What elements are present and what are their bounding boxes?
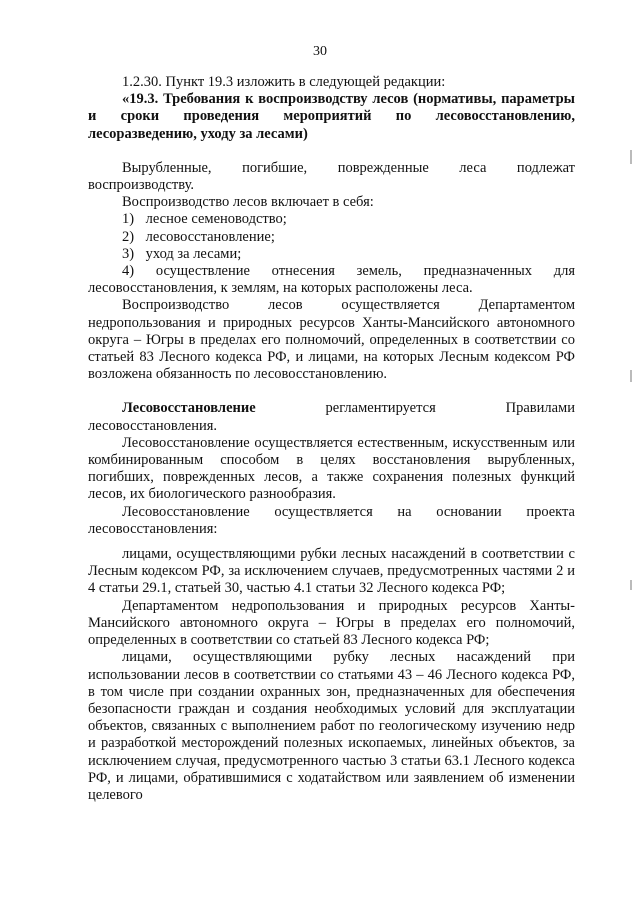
amendment-intro: 1.2.30. Пункт 19.3 изложить в следующей редакции: — [122, 74, 446, 90]
list-item — [88, 246, 575, 263]
list-text: лесное семеноводство; — [145, 211, 287, 228]
list-item — [88, 263, 575, 297]
scan-artifact — [630, 150, 632, 164]
scan-artifact — [630, 580, 632, 590]
paragraph-reproduction-duty: Вырубленные, погибшие, поврежденные леса подлежат воспроизводству. — [88, 159, 575, 194]
section-title: Требования к воспроизводству лесов (нормативы, параметры и сроки проведения мероприятий по лесовосстановлению, лесоразведению, уходу за лесами) — [88, 91, 575, 142]
paragraph-land-use-persons: лицами, осуществляющими рубку лесных насаждений при использовании лесов в соответствии со статьями 43 – 46 Лесного кодекса РФ, в том числе при создании охранных зон, предназначенных для обеспечения безопасности граждан и создания необходимых условий для эксплуатации объектов, связанных с выполнением работ по геологическому изучению недр и разработкой месторождений полезных ископаемых, линейных объектов, за исключением случая, предусмотренного частью 3 статьи 63.1 Лесного кодекса РФ, и лицами, обратившимися с ходатайством или заявлением об изменении целевого — [88, 649, 575, 803]
term-reforestation: Лесовосстановление — [122, 400, 256, 417]
document-body — [88, 74, 575, 804]
list-text: осуществление отнесения земель, предназначенных для лесовосстановления, к землям, на которых расположены леса. — [88, 263, 575, 297]
section-heading — [88, 91, 575, 143]
paragraph-logging-persons: лицами, осуществляющими рубки лесных насаждений в соответствии с Лесным кодексом РФ, за исключением случаев, предусмотренных частями 2 и 4 статьи 29.1, статьей 30, частью 4.1 статьи 32 Лесного кодекса РФ; — [88, 546, 575, 597]
list-text: лесовосстановление; — [145, 228, 275, 245]
page-number: 30 — [313, 44, 327, 59]
paragraph-reforestation-project: Лесовосстановление осуществляется на основании проекта лесовосстановления: — [88, 503, 575, 537]
paragraph-reforestation-rules — [88, 400, 575, 434]
paragraph-reproduction-includes: Воспроизводство лесов включает в себя: — [122, 194, 374, 211]
list-number: 3) — [122, 245, 135, 262]
section-number: «19.3. — [122, 91, 159, 108]
paragraph-reproduction-performers: Воспроизводство лесов осуществляется Департаментом недропользования и природных ресурсов Ханты-Мансийского автономного округа – Югры в пределах его полномочий, определенных в соответствии со статьей 83 Лесного кодекса РФ, и лицами, на которых Лесным кодексом РФ возложена обязанность по лесовосстановлению. — [88, 297, 575, 383]
list-item — [88, 229, 575, 246]
scan-artifact — [630, 370, 632, 382]
paragraph-department: Департаментом недропользования и природных ресурсов Ханты-Мансийского автономного округа – Югры в пределах его полномочий, определенных в соответствии со статьей 83 Лесного кодекса РФ; — [88, 597, 575, 649]
list-number: 4) — [122, 263, 135, 280]
list-number: 1) — [122, 211, 135, 228]
list-text: уход за лесами; — [145, 245, 242, 262]
list-item — [88, 211, 575, 228]
reforestation-rules-text: регламентируется Правилами лесовосстановления. — [88, 400, 575, 434]
paragraph-reforestation-methods: Лесовосстановление осуществляется естественным, искусственным или комбинированным способом в целях восстановления вырубленных, погибших, поврежденных лесов, а также сохранения полезных функций лесов, их биологического разнообразия. — [88, 434, 575, 503]
list-number: 2) — [122, 228, 135, 245]
